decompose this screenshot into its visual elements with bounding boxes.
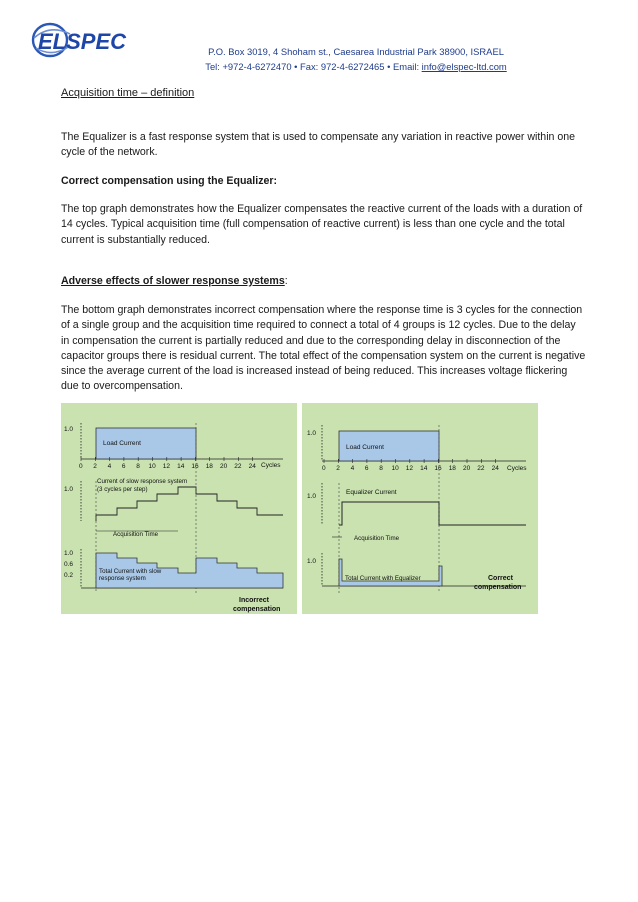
separator: •: [387, 61, 391, 72]
x-tick-label: 0: [322, 465, 326, 472]
section-title: Acquisition time – definition: [61, 87, 195, 99]
header-address-block: [186, 44, 526, 74]
x-tick-label: 24: [248, 463, 256, 470]
x-tick-label: 10: [148, 463, 156, 470]
y-tick: 1.0: [64, 486, 74, 493]
adverse-heading-line: [61, 274, 586, 289]
x-tick-label: 4: [107, 463, 112, 470]
y-tick: 1.0: [307, 493, 317, 500]
email-label: Email:: [393, 61, 420, 72]
x-tick-label: 12: [405, 465, 414, 472]
annotation-acq-time: Acquisition Time: [354, 535, 400, 542]
correct-paragraph: The top graph demonstrates how the Equalizer compensates the reactive current of the loads with a duration of 14 cycles. Typical acquisition time (full compensation of reactive current) is less than one cycle and the total current is substantially reduced.: [61, 203, 583, 246]
correct-compensation-graph: [302, 403, 538, 614]
address-line: P.O. Box 3019, 4 Shoham st., Caesarea Industrial Park 38900, ISRAEL: [208, 46, 504, 57]
x-tick-label: 18: [205, 463, 213, 470]
series-label-slow: Current of slow response system: [97, 478, 188, 485]
y-tick: 1.0: [64, 550, 74, 557]
x-tick-label: 8: [379, 465, 383, 472]
graph-title-incorrect-1: Incorrect: [239, 597, 269, 604]
x-tick-label: 10: [391, 465, 399, 472]
x-tick-label: 20: [463, 465, 471, 472]
x-tick-label: 16: [191, 463, 199, 470]
x-unit: Cycles: [507, 465, 527, 472]
x-tick-label: 14: [177, 463, 185, 470]
adverse-heading: Adverse effects of slower response systems: [61, 275, 285, 287]
x-tick-label: 22: [477, 465, 485, 472]
correct-graph-svg: [302, 403, 538, 614]
x-tick-label: 0: [79, 463, 83, 470]
elspec-logo: [30, 18, 142, 60]
correct-heading: Correct compensation using the Equalizer:: [61, 175, 278, 187]
series-label-load: Load Current: [103, 440, 141, 447]
x-tick-label: 8: [136, 463, 140, 470]
x-unit: Cycles: [261, 462, 281, 469]
intro-paragraph: The Equalizer is a fast response system that is used to compensate any variation in reactive power within one cycle of the network.: [61, 131, 576, 159]
x-tick-label: 24: [491, 465, 499, 472]
graph-title-incorrect-2: compensation: [233, 606, 281, 613]
logo-text: ELSPEC: [38, 29, 127, 54]
graph-title-correct-2: compensation: [474, 584, 522, 591]
series-label-total-eq: Total Current with Equalizer: [345, 575, 421, 582]
incorrect-compensation-graph: [61, 403, 297, 614]
email-link[interactable]: info@elspec-ltd.com: [421, 61, 507, 72]
contact-line: [186, 59, 526, 74]
x-tick-label: 16: [434, 465, 442, 472]
y-tick: 1.0: [307, 558, 317, 565]
x-tick-label: 18: [448, 465, 456, 472]
y-tick: 0.2: [64, 572, 74, 579]
x-tick-label: 12: [162, 463, 171, 470]
annotation-acq-time: Acquisition Time: [113, 531, 159, 538]
fax: Fax: 972-4-6272465: [300, 61, 385, 72]
series-label-equalizer: Equalizer Current: [346, 489, 397, 496]
series-note-slow: (3 cycles per step): [97, 486, 148, 493]
y-tick: 0.6: [64, 561, 74, 568]
x-tick-label: 6: [364, 465, 369, 472]
x-tick-label: 20: [220, 463, 228, 470]
x-tick-label: 2: [336, 465, 340, 472]
adverse-colon: :: [284, 275, 288, 287]
adverse-paragraph: The bottom graph demonstrates incorrect compensation where the response time is 3 cycles for the connection of a single group and the acquisition time required to connect a total of 4 groups is 12 cycles. Due to the delay in compensation the current is partially reduced and due to the corresponding delay in disconnection of the capacitor groups there is residual current. The total effect of the compensation system on the current is negative since the average current of the load is increased instead of being reduced. This increases voltage flickering due to overcompensation.: [61, 304, 586, 393]
x-tick-label: 6: [121, 463, 126, 470]
series-label-total-slow-2: response system: [99, 575, 146, 582]
tel: Tel: +972-4-6272470: [205, 61, 292, 72]
separator: •: [294, 61, 298, 72]
series-label-load: Load Current: [346, 444, 384, 451]
x-tick-label: 2: [93, 463, 97, 470]
y-tick: 1.0: [64, 426, 74, 433]
incorrect-graph-svg: [61, 403, 297, 614]
x-tick-label: 4: [350, 465, 355, 472]
series-label-total-slow-1: Total Current with slow: [99, 568, 162, 575]
x-tick-label: 22: [234, 463, 242, 470]
y-tick: 1.0: [307, 430, 317, 437]
graph-title-correct-1: Correct: [488, 575, 513, 582]
x-tick-label: 14: [420, 465, 428, 472]
